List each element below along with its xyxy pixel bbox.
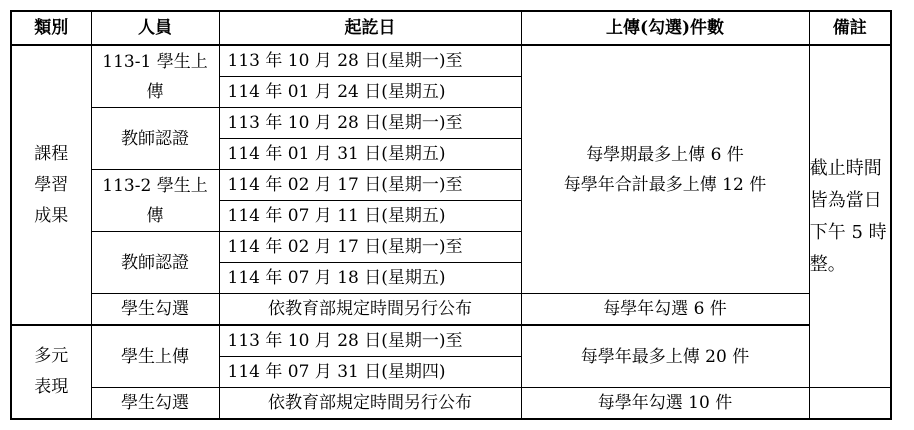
period-cell: 依教育部規定時間另行公布 — [219, 294, 521, 326]
upload-count-cell: 每學年最多上傳 20 件 — [521, 325, 809, 388]
date-start: 114 年 02 月 17 日(星期一)至 — [219, 170, 521, 201]
date-end: 114 年 01 月 24 日(星期五) — [219, 77, 521, 108]
person-cell: 學生勾選 — [91, 388, 219, 420]
upload-count-cell — [521, 45, 809, 294]
upload-count-line: 每學期最多上傳 6 件 — [586, 144, 744, 165]
upload-count-line: 每學年合計最多上傳 12 件 — [563, 174, 767, 195]
period-cell: 依教育部規定時間另行公布 — [219, 388, 521, 420]
category-course — [11, 45, 91, 325]
table-row — [11, 325, 891, 357]
header-person: 人員 — [91, 11, 219, 45]
person-cell: 教師認證 — [91, 232, 219, 294]
date-end: 114 年 01 月 31 日(星期五) — [219, 139, 521, 170]
date-start: 113 年 10 月 28 日(星期一)至 — [219, 108, 521, 139]
table-row — [11, 45, 891, 77]
person-label: 113-1 學生上傳 — [102, 51, 208, 102]
header-count: 上傳(勾選)件數 — [521, 11, 809, 45]
date-end: 114 年 07 月 31 日(星期四) — [219, 357, 521, 388]
person-cell: 學生勾選 — [91, 294, 219, 326]
note-cell — [809, 45, 891, 388]
person-cell: 學生上傳 — [91, 325, 219, 388]
category-diverse — [11, 325, 91, 419]
date-end: 114 年 07 月 18 日(星期五) — [219, 263, 521, 294]
person-cell — [91, 170, 219, 232]
header-note: 備註 — [809, 11, 891, 45]
category-course-label: 課程學習成果 — [34, 143, 69, 226]
person-cell — [91, 45, 219, 108]
category-diverse-label: 多元表現 — [34, 346, 69, 397]
table-row — [11, 294, 891, 326]
header-period: 起訖日 — [219, 11, 521, 45]
select-count-cell: 每學年勾選 10 件 — [521, 388, 809, 420]
schedule-table — [10, 10, 892, 420]
note-text: 截止時間皆為當日下午 5 時整。 — [809, 157, 887, 275]
table-row — [11, 388, 891, 420]
header-row — [11, 11, 891, 45]
date-start: 114 年 02 月 17 日(星期一)至 — [219, 232, 521, 263]
date-start: 113 年 10 月 28 日(星期一)至 — [219, 325, 521, 357]
date-start: 113 年 10 月 28 日(星期一)至 — [219, 45, 521, 77]
header-category: 類別 — [11, 11, 91, 45]
schedule-document — [10, 10, 892, 420]
person-label: 113-2 學生上傳 — [102, 175, 208, 226]
person-cell: 教師認證 — [91, 108, 219, 170]
select-count-cell: 每學年勾選 6 件 — [521, 294, 809, 326]
date-end: 114 年 07 月 11 日(星期五) — [219, 201, 521, 232]
